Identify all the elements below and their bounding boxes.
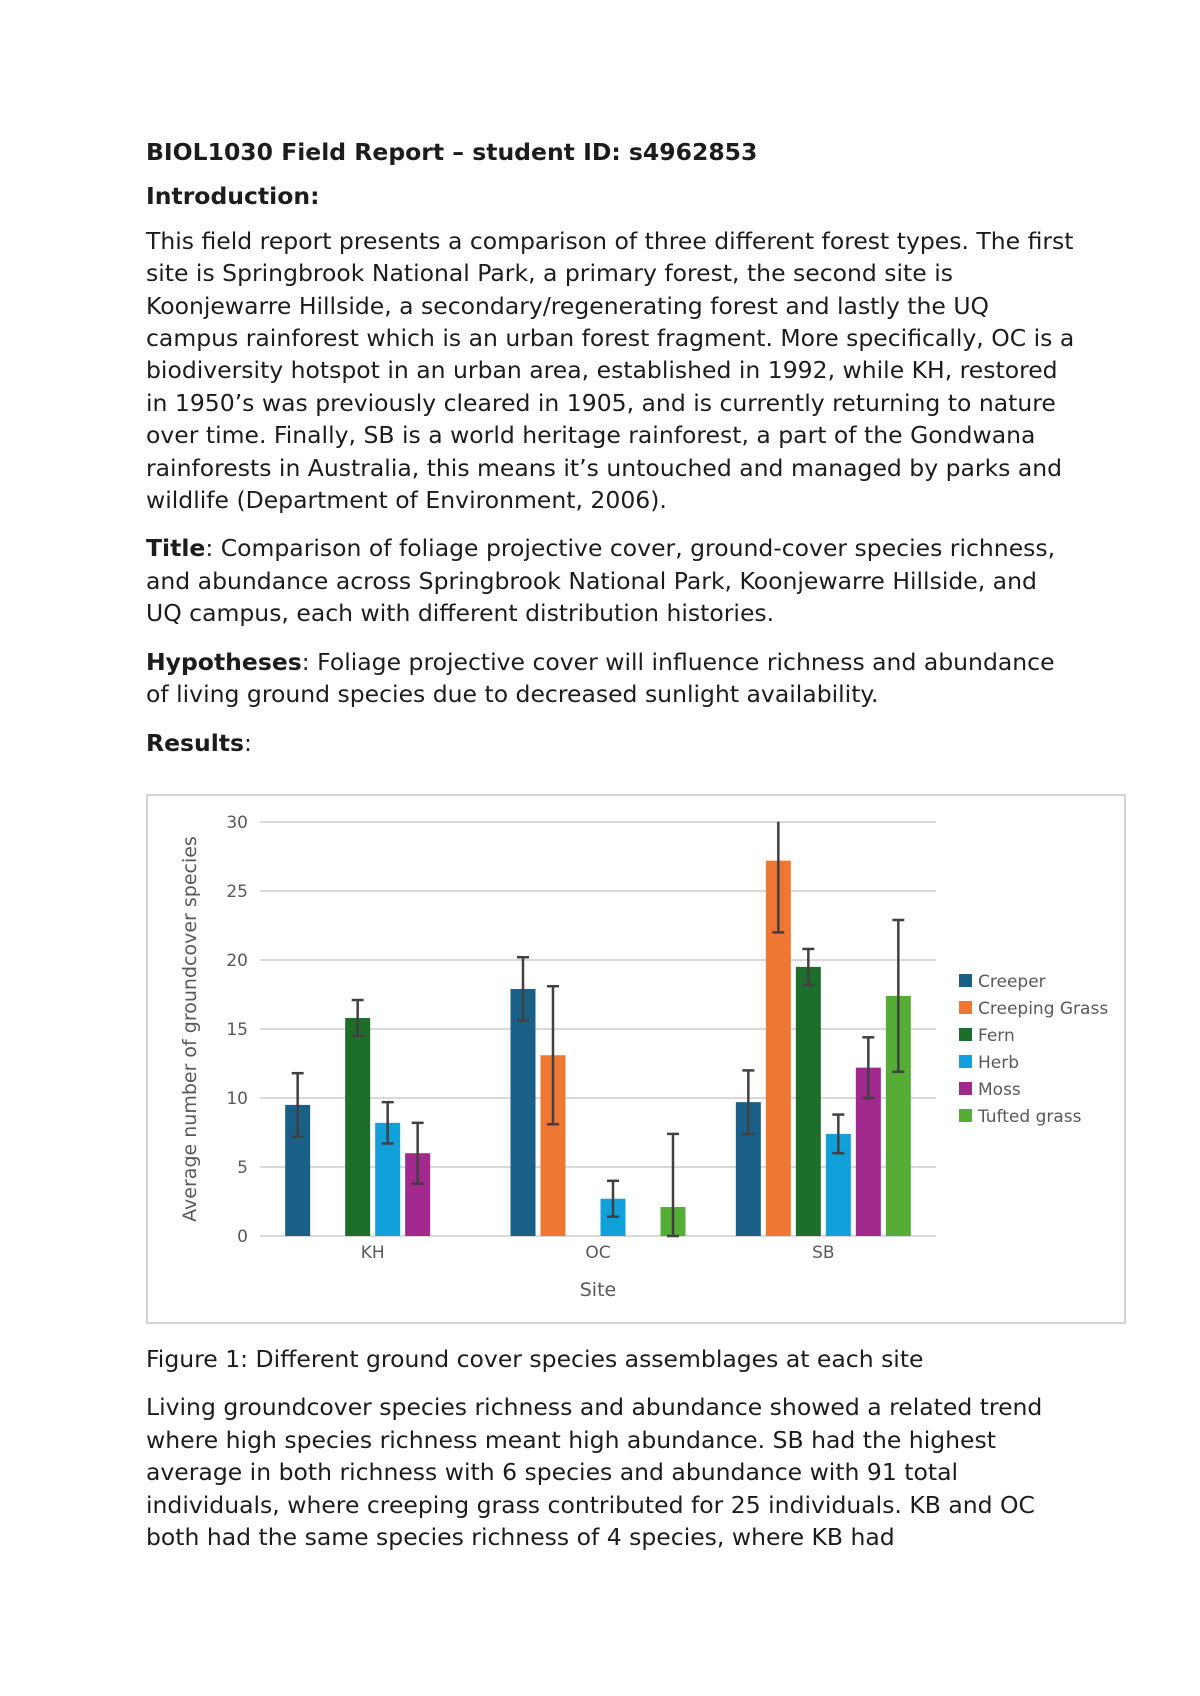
y-tick-label: 15 [226,1020,248,1040]
x-tick-label: KH [360,1243,385,1263]
results-heading: Results: [146,728,252,757]
title-text: : Comparison of foliage projective cover, ground-cover species richness, and abundance across Springbrook National Park, Koonjewarre Hillside, and UQ campus, each with different distribution histories. [146,534,1056,628]
document-body [146,136,1076,775]
bar-chart-svg [148,796,1128,1326]
bar [796,967,821,1236]
legend-label: Moss [978,1080,1021,1100]
legend-swatch [959,1055,972,1068]
bars [285,861,911,1236]
y-tick-label: 5 [237,1158,248,1178]
y-tick-label: 20 [226,951,248,971]
x-axis-title: Site [579,1279,617,1301]
results-chart [146,794,1126,1324]
y-tick-label: 0 [237,1227,248,1247]
legend-swatch [959,1001,972,1014]
hypotheses-label: Hypotheses [146,647,302,676]
bar [345,1018,370,1236]
legend-swatch [959,1082,972,1095]
y-axis-title: Average number of groundcover species [179,836,201,1222]
y-tick-label: 30 [226,813,248,833]
introduction-heading: Introduction: [146,182,320,211]
x-tick-label: SB [812,1243,835,1263]
legend-swatch [959,1028,972,1041]
legend-swatch [959,1109,972,1122]
legend-label: Herb [978,1053,1020,1073]
bar [511,989,536,1236]
y-tick-label: 10 [226,1089,248,1109]
legend-swatch [959,974,972,987]
introduction-paragraph: This field report presents a comparison of three different forest types. The first site is Springbrook National Park, a primary forest, the second site is Koonjewarre Hillside, a secondary/regenerating forest and lastly the UQ campus rainforest which is an urban forest fragment. More specifically, OC is a biodiversity hotspot in an urban area, established in 1992, while KH, restored in 1950’s was previously cleared in 1905, and is currently returning to nature over time. Finally, SB is a world heritage rainforest, a part of the Gondwana rainforests in Australia, this means it’s untouched and managed by parks and wildlife (Department of Environment, 2006). [146,226,1075,515]
legend-label: Creeper [978,972,1046,992]
report-heading: BIOL1030 Field Report – student ID: s4962853 [146,138,758,166]
legend-label: Tufted grass [978,1107,1082,1127]
hypotheses-text: : Foliage projective cover will influence richness and abundance of living ground species due to decreased sunlight availability. [146,647,1055,709]
title-paragraph [146,532,1076,629]
hypotheses-paragraph [146,646,1076,711]
discussion-paragraph: Living groundcover species richness and abundance showed a related trend where high species richness meant high abundance. SB had the highest average in both richness with 6 species and abundance with 91 total individuals, where creeping grass contributed for 25 individuals. KB and OC both had the same species richness of 4 species, where KB had [146,1393,1043,1552]
legend [959,972,1108,1127]
figure-caption: Figure 1: Different ground cover species assemblages at each site [146,1345,924,1373]
legend-label: Creeping Grass [978,999,1109,1019]
results-label: Results [146,728,245,757]
x-tick-label: OC [585,1243,611,1263]
legend-label: Fern [978,1026,1015,1046]
title-label: Title [146,534,206,563]
y-tick-label: 25 [226,882,248,902]
